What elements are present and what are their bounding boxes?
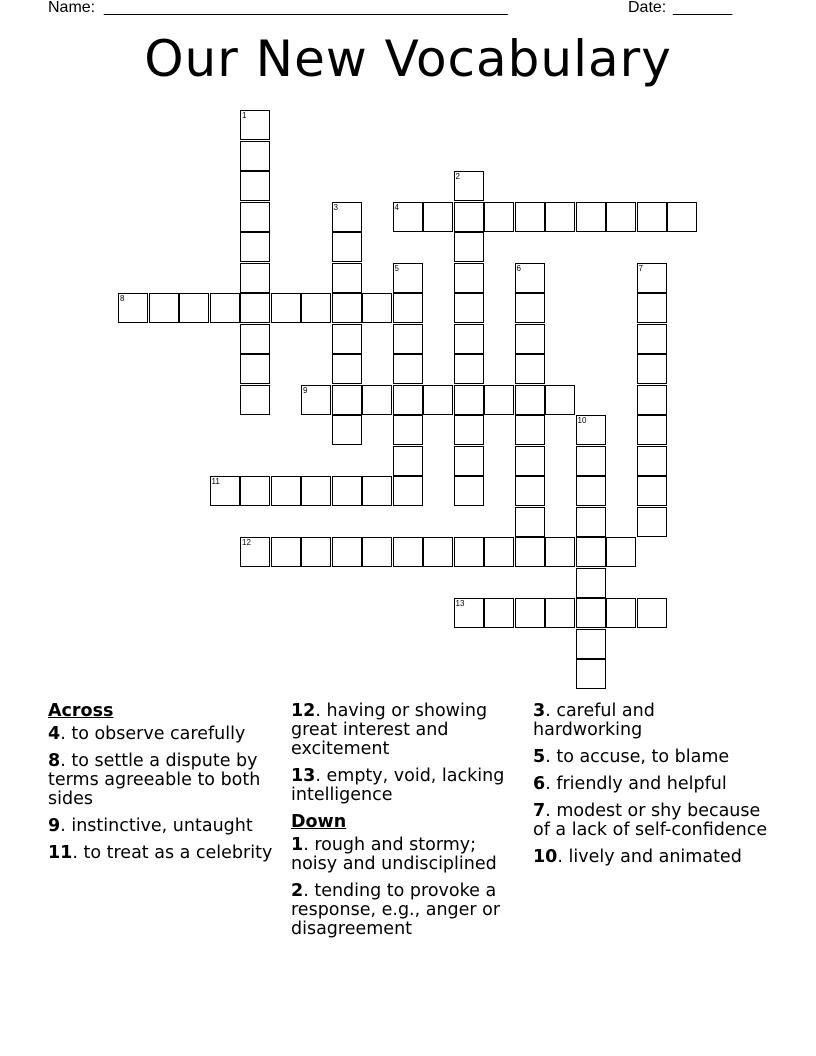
cell-number: 7	[638, 263, 643, 273]
grid-cell[interactable]	[332, 232, 362, 262]
grid-cell[interactable]	[637, 263, 667, 293]
grid-cell[interactable]	[301, 385, 331, 415]
grid-cell[interactable]	[515, 263, 545, 293]
grid-cell[interactable]	[301, 476, 331, 506]
grid-cell[interactable]	[454, 324, 484, 354]
clue-across-9: 9. instinctive, untaught	[48, 816, 253, 836]
grid-cell[interactable]	[210, 293, 240, 323]
grid-cell[interactable]	[545, 202, 575, 232]
grid-cell[interactable]	[118, 293, 148, 323]
grid-cell[interactable]	[240, 293, 270, 323]
grid-cell[interactable]	[454, 354, 484, 384]
grid-cell[interactable]	[606, 598, 636, 628]
grid-cell[interactable]	[515, 476, 545, 506]
grid-cell[interactable]	[423, 202, 453, 232]
grid-cell[interactable]	[332, 415, 362, 445]
grid-cell[interactable]	[393, 354, 423, 384]
cell-number: 6	[516, 263, 521, 273]
grid-cell[interactable]	[454, 293, 484, 323]
clue-across-8: 8. to settle a dispute by terms agreeable to both sides	[48, 751, 261, 809]
grid-cell[interactable]	[576, 476, 606, 506]
grid-cell[interactable]	[515, 354, 545, 384]
clue-down-2: 2. tending to provoke a response, e.g., anger or disagreement	[291, 881, 501, 939]
grid-cell[interactable]	[484, 202, 514, 232]
grid-cell[interactable]	[423, 385, 453, 415]
cell-number: 13	[455, 599, 465, 608]
grid-cell[interactable]	[637, 507, 667, 537]
grid-cell[interactable]	[362, 476, 392, 506]
grid-cell[interactable]	[637, 324, 667, 354]
grid-cell[interactable]	[454, 446, 484, 476]
grid-cell[interactable]	[637, 354, 667, 384]
grid-cell[interactable]	[362, 385, 392, 415]
clues-column-2	[291, 702, 526, 947]
cell-number: 3	[333, 202, 338, 212]
cell-number: 8	[120, 294, 125, 303]
grid-cell[interactable]	[454, 476, 484, 506]
grid-cell[interactable]	[454, 385, 484, 415]
grid-cell[interactable]	[576, 598, 606, 628]
grid-cell[interactable]	[484, 537, 514, 567]
grid-cell[interactable]	[454, 232, 484, 262]
clue-across-11: 11. to treat as a celebrity	[48, 843, 273, 863]
grid-cell[interactable]	[393, 324, 423, 354]
grid-cell[interactable]	[576, 202, 606, 232]
grid-cell[interactable]	[484, 598, 514, 628]
grid-cell[interactable]	[362, 293, 392, 323]
clue-down-3: 3. careful and hardworking	[533, 701, 655, 740]
clue-down-6: 6. friendly and helpful	[533, 774, 727, 794]
grid-cell[interactable]	[240, 110, 270, 140]
grid-cell[interactable]	[576, 507, 606, 537]
grid-cell[interactable]	[545, 598, 575, 628]
cell-number: 2	[455, 172, 460, 181]
grid-cell[interactable]	[637, 293, 667, 323]
grid-cell[interactable]	[393, 385, 423, 415]
grid-cell[interactable]	[454, 598, 484, 628]
clues-column-3	[533, 702, 768, 875]
grid-cell[interactable]	[515, 293, 545, 323]
date-line: _______	[673, 0, 732, 16]
grid-cell[interactable]	[393, 293, 423, 323]
grid-cell[interactable]	[332, 354, 362, 384]
cell-number: 11	[211, 477, 220, 486]
cell-number: 9	[303, 385, 308, 395]
grid-cell[interactable]	[606, 537, 636, 567]
grid-cell[interactable]	[240, 171, 270, 201]
clue-across-4: 4. to observe carefully	[48, 724, 246, 744]
clue-down-5: 5. to accuse, to blame	[533, 747, 730, 767]
grid-cell[interactable]	[454, 537, 484, 567]
grid-cell[interactable]	[210, 476, 240, 506]
grid-cell[interactable]	[332, 293, 362, 323]
page-title: Our New Vocabulary	[144, 30, 672, 88]
grid-cell[interactable]	[393, 202, 423, 232]
grid-cell[interactable]	[332, 263, 362, 293]
grid-cell[interactable]	[454, 202, 484, 232]
grid-cell[interactable]	[576, 568, 606, 598]
across-heading: Across	[48, 701, 114, 721]
grid-cell[interactable]	[240, 476, 270, 506]
name-line: ________________________________________________	[104, 0, 508, 16]
grid-cell[interactable]	[515, 385, 545, 415]
cell-number: 12	[242, 538, 251, 547]
grid-cell[interactable]	[637, 598, 667, 628]
grid-cell[interactable]	[179, 293, 209, 323]
grid-cell[interactable]	[545, 537, 575, 567]
clue-down-10: 10. lively and animated	[533, 847, 742, 867]
grid-cell[interactable]	[667, 202, 697, 232]
grid-cell[interactable]	[332, 537, 362, 567]
grid-cell[interactable]	[637, 385, 667, 415]
grid-cell[interactable]	[515, 598, 545, 628]
grid-cell[interactable]	[576, 659, 606, 689]
grid-cell[interactable]	[332, 202, 362, 232]
grid-cell[interactable]	[240, 141, 270, 171]
grid-cell[interactable]	[301, 293, 331, 323]
clues-column-1	[48, 702, 278, 871]
grid-cell[interactable]	[637, 446, 667, 476]
grid-cell[interactable]	[240, 537, 270, 567]
grid-cell[interactable]	[149, 293, 179, 323]
grid-cell[interactable]	[301, 537, 331, 567]
grid-cell[interactable]	[454, 415, 484, 445]
down-heading: Down	[291, 812, 347, 832]
grid-cell[interactable]	[637, 476, 667, 506]
cell-number: 10	[577, 416, 587, 425]
grid-cell[interactable]	[454, 263, 484, 293]
grid-cell[interactable]	[240, 202, 270, 232]
clue-across-12: 12. having or showing great interest and excitement	[291, 701, 488, 759]
date-label: Date:	[628, 0, 667, 16]
grid-cell[interactable]	[576, 446, 606, 476]
clue-down-1: 1. rough and stormy; noisy and undisciplined	[291, 835, 497, 874]
grid-cell[interactable]	[515, 415, 545, 445]
grid-cell[interactable]	[576, 537, 606, 567]
grid-cell[interactable]	[332, 385, 362, 415]
grid-cell[interactable]	[240, 232, 270, 262]
grid-cell[interactable]	[637, 415, 667, 445]
cell-number: 5	[394, 263, 399, 273]
name-label: Name:	[48, 0, 96, 16]
grid-cell[interactable]	[454, 171, 484, 201]
grid-cell[interactable]	[393, 415, 423, 445]
grid-cell[interactable]	[393, 476, 423, 506]
grid-cell[interactable]	[576, 415, 606, 445]
grid-cell[interactable]	[576, 629, 606, 659]
cell-number: 4	[394, 202, 399, 212]
grid-cell[interactable]	[393, 263, 423, 293]
grid-cell[interactable]	[271, 476, 301, 506]
grid-cell[interactable]	[271, 537, 301, 567]
grid-cell[interactable]	[515, 202, 545, 232]
grid-cell[interactable]	[515, 446, 545, 476]
grid-cell[interactable]	[545, 385, 575, 415]
cell-number: 1	[242, 111, 247, 120]
grid-cell[interactable]	[240, 385, 270, 415]
grid-cell[interactable]	[515, 324, 545, 354]
clue-across-13: 13. empty, void, lacking intelligence	[291, 766, 505, 805]
grid-cell[interactable]	[362, 537, 392, 567]
grid-cell[interactable]	[240, 263, 270, 293]
grid-cell[interactable]	[271, 293, 301, 323]
grid-cell[interactable]	[393, 537, 423, 567]
clue-down-7: 7. modest or shy because of a lack of self-confidence	[533, 801, 768, 840]
grid-cell[interactable]	[332, 324, 362, 354]
grid-cell[interactable]	[423, 537, 453, 567]
grid-cell[interactable]	[515, 507, 545, 537]
grid-cell[interactable]	[240, 324, 270, 354]
grid-cell[interactable]	[606, 202, 636, 232]
grid-cell[interactable]	[515, 537, 545, 567]
grid-cell[interactable]	[393, 446, 423, 476]
grid-cell[interactable]	[484, 385, 514, 415]
grid-cell[interactable]	[240, 354, 270, 384]
grid-cell[interactable]	[332, 476, 362, 506]
grid-cell[interactable]	[637, 202, 667, 232]
